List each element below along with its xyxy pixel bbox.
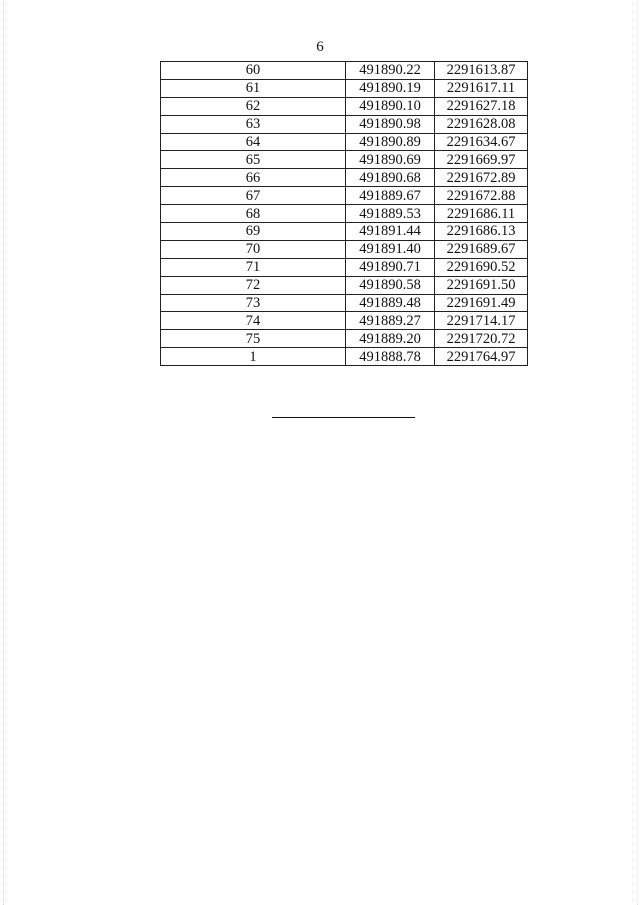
coordinates-table-body (161, 62, 528, 366)
x-coordinate-cell: 491890.22 (346, 62, 435, 80)
point-number-cell: 72 (161, 276, 346, 294)
y-coordinate-cell: 2291689.67 (435, 240, 528, 258)
coordinates-table (160, 61, 528, 366)
table-row (161, 151, 528, 169)
scan-edge-right (637, 0, 638, 905)
y-coordinate-cell: 2291691.49 (435, 294, 528, 312)
point-number-cell: 70 (161, 240, 346, 258)
y-coordinate-cell: 2291628.08 (435, 115, 528, 133)
x-coordinate-cell: 491890.19 (346, 79, 435, 97)
y-coordinate-cell: 2291672.88 (435, 187, 528, 205)
table-row (161, 97, 528, 115)
x-coordinate-cell: 491889.67 (346, 187, 435, 205)
point-number-cell: 63 (161, 115, 346, 133)
table-row (161, 276, 528, 294)
point-number-cell: 74 (161, 312, 346, 330)
y-coordinate-cell: 2291686.13 (435, 223, 528, 241)
x-coordinate-cell: 491891.40 (346, 240, 435, 258)
y-coordinate-cell: 2291686.11 (435, 205, 528, 223)
y-coordinate-cell: 2291672.89 (435, 169, 528, 187)
point-number-cell: 62 (161, 97, 346, 115)
point-number-cell: 73 (161, 294, 346, 312)
table-row (161, 205, 528, 223)
y-coordinate-cell: 2291714.17 (435, 312, 528, 330)
table-row (161, 115, 528, 133)
point-number-cell: 60 (161, 62, 346, 80)
table-row (161, 312, 528, 330)
y-coordinate-cell: 2291764.97 (435, 348, 528, 366)
x-coordinate-cell: 491890.68 (346, 169, 435, 187)
point-number-cell: 71 (161, 258, 346, 276)
table-row (161, 240, 528, 258)
signature-line (272, 417, 415, 418)
y-coordinate-cell: 2291669.97 (435, 151, 528, 169)
point-number-cell: 68 (161, 205, 346, 223)
point-number-cell: 1 (161, 348, 346, 366)
x-coordinate-cell: 491890.10 (346, 97, 435, 115)
table-row (161, 330, 528, 348)
y-coordinate-cell: 2291720.72 (435, 330, 528, 348)
table-row (161, 62, 528, 80)
point-number-cell: 75 (161, 330, 346, 348)
point-number-cell: 66 (161, 169, 346, 187)
y-coordinate-cell: 2291627.18 (435, 97, 528, 115)
y-coordinate-cell: 2291691.50 (435, 276, 528, 294)
x-coordinate-cell: 491889.27 (346, 312, 435, 330)
point-number-cell: 67 (161, 187, 346, 205)
table-row (161, 348, 528, 366)
point-number-cell: 65 (161, 151, 346, 169)
x-coordinate-cell: 491890.98 (346, 115, 435, 133)
point-number-cell: 69 (161, 223, 346, 241)
x-coordinate-cell: 491890.58 (346, 276, 435, 294)
x-coordinate-cell: 491888.78 (346, 348, 435, 366)
table-row (161, 79, 528, 97)
y-coordinate-cell: 2291634.67 (435, 133, 528, 151)
point-number-cell: 64 (161, 133, 346, 151)
x-coordinate-cell: 491890.89 (346, 133, 435, 151)
table-row (161, 258, 528, 276)
x-coordinate-cell: 491889.48 (346, 294, 435, 312)
y-coordinate-cell: 2291617.11 (435, 79, 528, 97)
page-number: 6 (316, 39, 324, 55)
table-row (161, 169, 528, 187)
y-coordinate-cell: 2291613.87 (435, 62, 528, 80)
x-coordinate-cell: 491889.53 (346, 205, 435, 223)
x-coordinate-cell: 491891.44 (346, 223, 435, 241)
y-coordinate-cell: 2291690.52 (435, 258, 528, 276)
point-number-cell: 61 (161, 79, 346, 97)
x-coordinate-cell: 491889.20 (346, 330, 435, 348)
table-row (161, 223, 528, 241)
table-row (161, 294, 528, 312)
table-row (161, 133, 528, 151)
x-coordinate-cell: 491890.71 (346, 258, 435, 276)
scan-edge-left (3, 0, 4, 905)
table-row (161, 187, 528, 205)
x-coordinate-cell: 491890.69 (346, 151, 435, 169)
